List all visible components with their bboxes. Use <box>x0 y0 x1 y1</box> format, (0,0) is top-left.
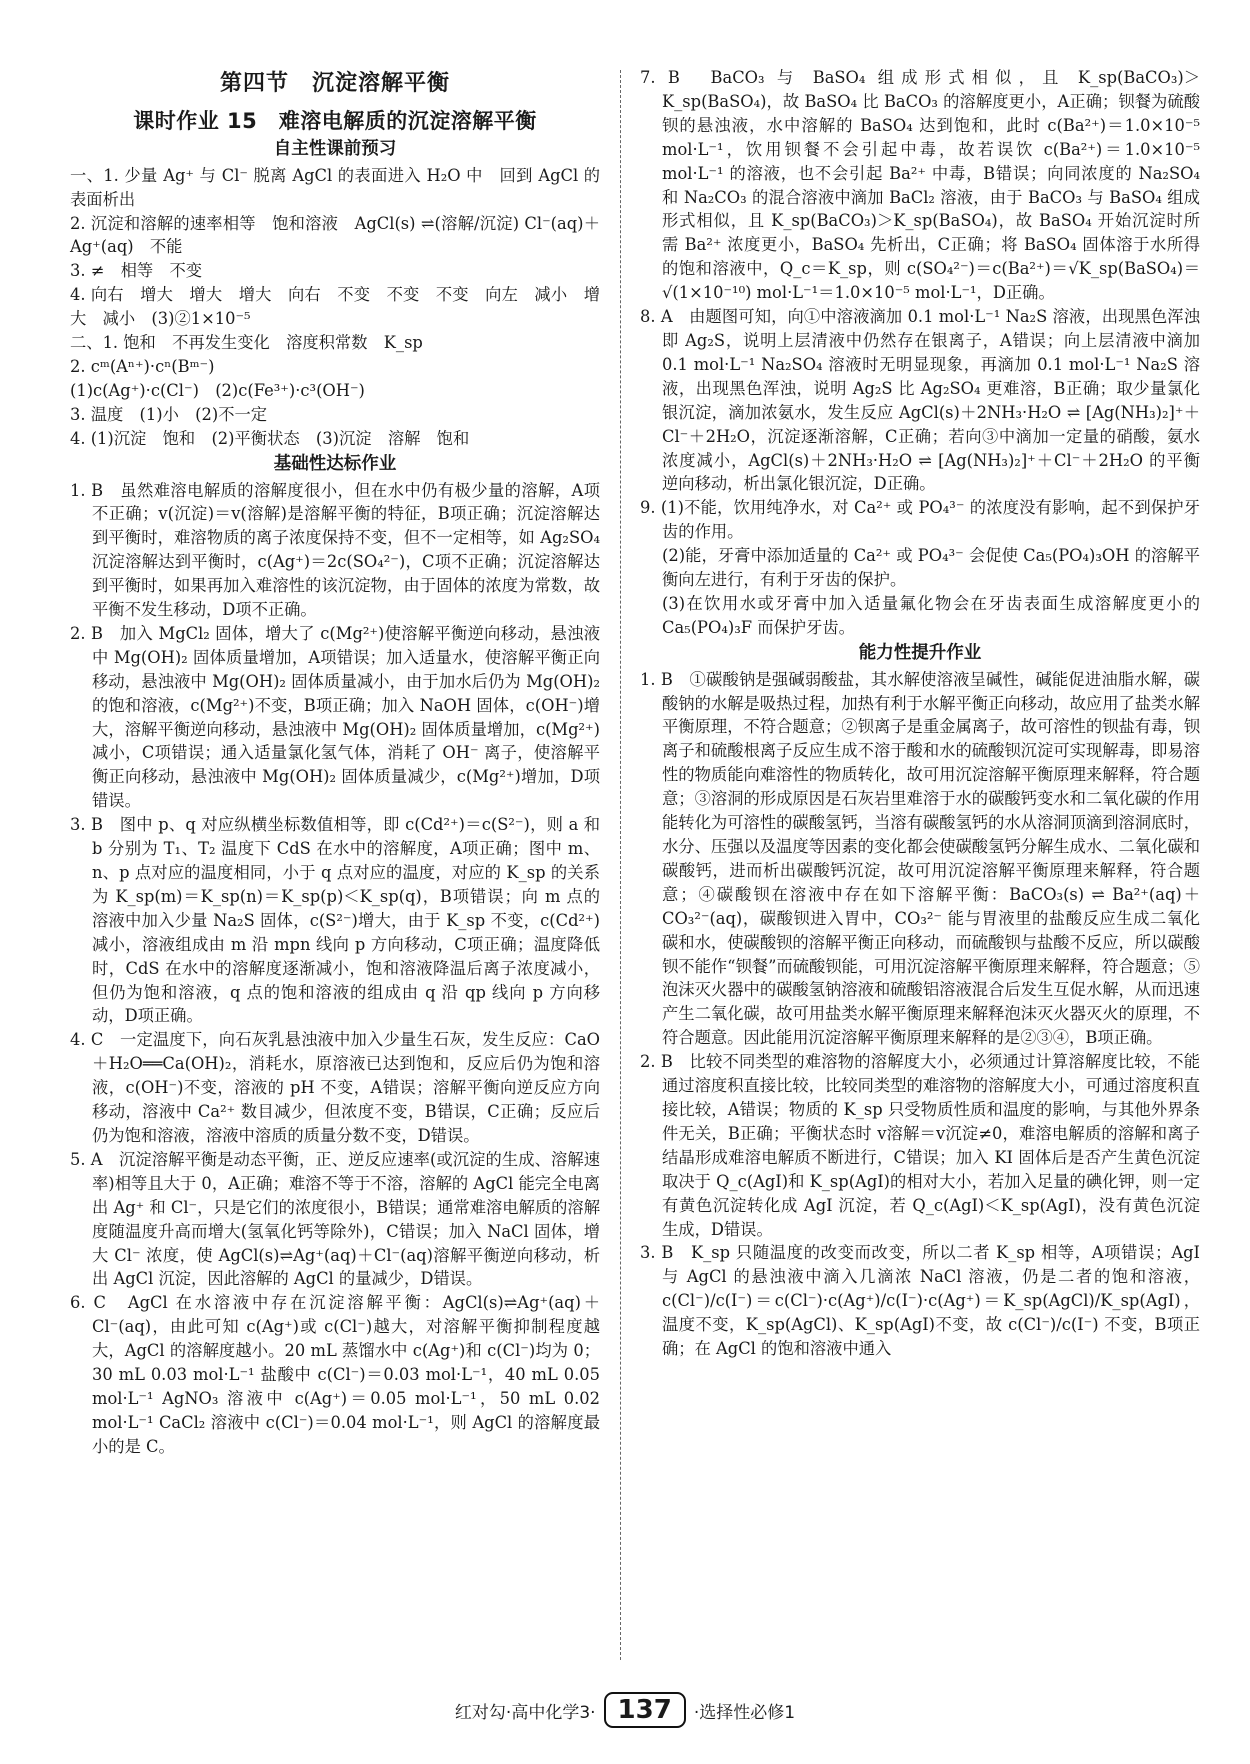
preview-line: 2. 沉淀和溶解的速率相等 饱和溶液 AgCl(s) ⇌(溶解/沉淀) Cl⁻(aq)＋Ag⁺(aq) 不能 <box>70 213 600 257</box>
answer-item: 9. (1)不能，饮用纯净水，对 Ca²⁺ 或 PO₄³⁻ 的浓度没有影响，起不到保护牙齿的作用。 <box>640 498 1200 542</box>
heading-basic: 基础性达标作业 <box>273 453 397 474</box>
answer-item: 8. A 由题图可知，向①中溶液滴加 0.1 mol·L⁻¹ Na₂S 溶液，出现黑色浑浊即 Ag₂S，说明上层清液中仍然存在银离子，A错误；向上层清液中滴加 0.1 mol·L⁻¹ Na₂SO₄ 溶液时无明显现象，再滴加 0.1 mol·L⁻¹ Na₂S 溶液，出现黑色浑浊，说明 Ag₂S 比 Ag₂SO₄ 更难溶，B正确；取少量氯化银沉淀，滴加浓氨水，发生反应 AgCl(s)＋2NH₃·H₂O ⇌ [Ag(NH₃)₂]⁺＋Cl⁻＋2H₂O，沉淀逐渐溶解，C正确；若向③中滴加一定量的硝酸，氨水浓度减小，AgCl(s)＋2NH₃·H₂O ⇌ [Ag(NH₃)₂]⁺＋Cl⁻＋2H₂O 的平衡逆向移动，析出氯化银沉淀，D正确。 <box>640 307 1200 494</box>
preview-line: 3. ≠ 相等 不变 <box>70 261 203 281</box>
answer-subitem: (3)在饮用水或牙膏中加入适量氟化物会在牙齿表面生成溶解度更小的 Ca₅(PO₄)₃F 而保护牙齿。 <box>662 593 1200 637</box>
preview-line: 4. 向右 增大 增大 增大 向右 不变 不变 不变 向左 减小 增大 减小 (3)②1×10⁻⁵ <box>70 285 600 329</box>
answer-item: 4. C 一定温度下，向石灰乳悬浊液中加入少量生石灰，发生反应：CaO＋H₂O══Ca(OH)₂，消耗水，原溶液已达到饱和，反应后仍为饱和溶液，c(OH⁻)不变，溶液的 pH 不变，A错误；溶解平衡向逆反应方向移动，溶液中 Ca²⁺ 数目减少，但浓度不变，B错误，C正确；反应后仍为饱和溶液，溶液中溶质的质量分数不变，D错误。 <box>70 1030 600 1145</box>
column-divider <box>620 70 622 1660</box>
preview-line: 4. (1)沉淀 饱和 (2)平衡状态 (3)沉淀 溶解 饱和 <box>70 428 470 448</box>
preview-line: 3. 温度 (1)小 (2)不一定 <box>70 404 268 424</box>
left-column <box>70 66 600 1459</box>
footer-book-title: 红对勾·高中化学3· <box>454 1702 596 1723</box>
footer-volume: ·选择性必修1 <box>693 1702 796 1723</box>
lesson-title: 课时作业 15 难溶电解质的沉淀溶解平衡 <box>133 108 537 133</box>
answer-item: 2. B 加入 MgCl₂ 固体，增大了 c(Mg²⁺)使溶解平衡逆向移动，悬浊液中 Mg(OH)₂ 固体质量增加，A项错误；加入适量水，使溶解平衡正向移动，悬浊液中 Mg(OH)₂ 固体质量减小，由于加水后仍为 Mg(OH)₂ 的饱和溶液，c(Mg²⁺)不变，B项正确；加入 NaOH 固体，c(OH⁻)增大，溶解平衡逆向移动，悬浊液中 Mg(OH)₂ 固体质量增加，c(Mg²⁺)减小，C项错误；通入适量氯化氢气体，消耗了 OH⁻ 离子，使溶解平衡正向移动，悬浊液中 Mg(OH)₂ 固体质量减少，c(Mg²⁺)增加，D项错误。 <box>70 623 600 811</box>
answer-item: 2. B 比较不同类型的难溶物的溶解度大小，必须通过计算溶解度比较，不能通过溶度积直接比较，比较同类型的难溶物的溶解度大小，可通过溶度积直接比较，A错误；物质的 K_sp 只受物质性质和温度的影响，与其他外界条件无关，B正确；平衡状态时 v溶解＝v沉淀≠0，难溶电解质的溶解和离子结晶形成难溶电解质不断进行，C错误；加入 KI 固体后是否产生黄色沉淀取决于 Q_c(AgI)和 K_sp(AgI)的相对大小，若加入足量的碘化钾，则一定有黄色沉淀转化成 AgI 沉淀，若 Q_c(AgI)＜K_sp(AgI)，没有黄色沉淀生成，D错误。 <box>640 1052 1200 1239</box>
answer-item: 6. C AgCl 在水溶液中存在沉淀溶解平衡：AgCl(s)⇌Ag⁺(aq)＋Cl⁻(aq)，由此可知 c(Ag⁺)或 c(Cl⁻)越大，对溶解平衡抑制程度越大，AgCl 的溶解度越小。20 mL 蒸馏水中 c(Ag⁺)和 c(Cl⁻)均为 0；30 mL 0.03 mol·L⁻¹ 盐酸中 c(Cl⁻)＝0.03 mol·L⁻¹，40 mL 0.05 mol·L⁻¹ AgNO₃ 溶液中 c(Ag⁺)＝0.05 mol·L⁻¹，50 mL 0.02 mol·L⁻¹ CaCl₂ 溶液中 c(Cl⁻)＝0.04 mol·L⁻¹，则 AgCl 的溶解度最小的是 C。 <box>70 1293 600 1456</box>
heading-advanced: 能力性提升作业 <box>858 642 982 663</box>
answer-item: 7. B BaCO₃ 与 BaSO₄ 组成形式相似，且 K_sp(BaCO₃)＞K_sp(BaSO₄)，故 BaSO₄ 比 BaCO₃ 的溶解度更小，A正确；钡餐为硫酸钡的悬浊液，水中溶解的 BaSO₄ 达到饱和，此时 c(Ba²⁺)＝1.0×10⁻⁵ mol·L⁻¹，饮用钡餐不会引起中毒，故若误饮 c(Ba²⁺)＝1.0×10⁻⁵ mol·L⁻¹ 的溶液，也不会引起 Ba²⁺ 中毒，B错误；向同浓度的 Na₂SO₄ 和 Na₂CO₃ 的混合溶液中滴加 BaCl₂ 溶液，由于 BaCO₃ 与 BaSO₄ 组成形式相似，且 K_sp(BaCO₃)＞K_sp(BaSO₄)，故 BaSO₄ 开始沉淀时所需 Ba²⁺ 浓度更小，BaSO₄ 先析出，C正确；将 BaSO₄ 固体溶于水所得的饱和溶液中，Q_c＝K_sp，则 c(SO₄²⁻)＝c(Ba²⁺)＝√K_sp(BaSO₄)＝√(1×10⁻¹⁰) mol·L⁻¹＝1.0×10⁻⁵ mol·L⁻¹，D正确。 <box>640 68 1200 303</box>
answer-item: 5. A 沉淀溶解平衡是动态平衡，正、逆反应速率(或沉淀的生成、溶解速率)相等且大于 0，A正确；难溶不等于不溶，溶解的 AgCl 能完全电离出 Ag⁺ 和 Cl⁻，只是它们的浓度很小，B错误；通常难溶电解质的溶解度随温度升高而增大(氢氧化钙等除外)，C错误；加入 NaCl 固体，增大 Cl⁻ 浓度，使 AgCl(s)⇌Ag⁺(aq)＋Cl⁻(aq)溶解平衡逆向移动，析出 AgCl 沉淀，因此溶解的 AgCl 的量减少，D错误。 <box>70 1149 600 1289</box>
preview-line: 2. cᵐ(Aⁿ⁺)·cⁿ(Bᵐ⁻) <box>70 356 215 376</box>
page-number: 137 <box>604 1692 686 1728</box>
preview-line: 二、1. 饱和 不再发生变化 溶度积常数 K_sp <box>70 333 423 353</box>
preview-line: (1)c(Ag⁺)·c(Cl⁻) (2)c(Fe³⁺)·c³(OH⁻) <box>70 380 365 400</box>
answer-item: 1. B ①碳酸钠是强碱弱酸盐，其水解使溶液呈碱性，碱能促进油脂水解，碳酸钠的水解是吸热过程，加热有利于水解平衡正向移动，故应用了盐类水解平衡原理，不符合题意；②钡离子是重金属离子，故可溶性的钡盐有毒，钡离子和硫酸根离子反应生成不溶于酸和水的硫酸钡沉淀可实现解毒，即易溶性的物质能向难溶性的物质转化，故可用沉淀溶解平衡原理来解释，符合题意；③溶洞的形成原因是石灰岩里难溶于水的碳酸钙变水和二氧化碳的作用能转化为可溶性的碳酸氢钙，当溶有碳酸氢钙的水从溶洞顶滴到溶洞底时，水分、压强以及温度等因素的变化都会使碳酸氢钙分解生成水、二氧化碳和碳酸钙，进而析出碳酸钙沉淀，故可用沉淀溶解平衡原理来解释，符合题意；④碳酸钡在溶液中存在如下溶解平衡：BaCO₃(s) ⇌ Ba²⁺(aq)＋CO₃²⁻(aq)，碳酸钡进入胃中，CO₃²⁻ 能与胃液里的盐酸反应生成二氧化碳和水，使碳酸钡的溶解平衡正向移动，而硫酸钡与盐酸不反应，所以碳酸钡不能作“钡餐”而硫酸钡能，可用沉淀溶解平衡原理来解释，符合题意；⑤泡沫灭火器中的碳酸氢钠溶液和硫酸铝溶液混合后发生互促水解，从而迅速产生二氧化碳，故可用盐类水解平衡原理来解释泡沫灭火器灭火的原理，不符合题意。因此能用沉淀溶解平衡原理来解释的是②③④，B项正确。 <box>640 669 1200 1048</box>
answer-item: 3. B K_sp 只随温度的改变而改变，所以二者 K_sp 相等，A项错误；AgI 与 AgCl 的悬浊液中滴入几滴浓 NaCl 溶液，仍是二者的饱和溶液，c(Cl⁻)/c(I⁻)＝c(Cl⁻)·c(Ag⁺)/c(I⁻)·c(Ag⁺)＝K_sp(AgCl)/K_sp(AgI)，温度不变，K_sp(AgCl)、K_sp(AgI)不变，故 c(Cl⁻)/c(I⁻) 不变，B项正确；在 AgCl 的饱和溶液中通入 <box>640 1243 1200 1359</box>
preview-line: 一、1. 少量 Ag⁺ 与 Cl⁻ 脱离 AgCl 的表面进入 H₂O 中 回到 AgCl 的表面析出 <box>70 165 600 209</box>
heading-preview: 自主性课前预习 <box>273 138 397 159</box>
answer-subitem: (2)能，牙膏中添加适量的 Ca²⁺ 或 PO₄³⁻ 会促使 Ca₅(PO₄)₃OH 的溶解平衡向左进行，有利于牙齿的保护。 <box>662 546 1200 590</box>
section-title: 第四节 沉淀溶解平衡 <box>219 71 450 96</box>
right-column <box>640 66 1200 1361</box>
answer-item: 1. B 虽然难溶电解质的溶解度很小，但在水中仍有极少量的溶解，A项不正确；v(沉淀)＝v(溶解)是溶解平衡的特征，B项正确；沉淀溶解达到平衡时，难溶物质的离子浓度保持不变，但不一定相等，如 Ag₂SO₄ 沉淀溶解达到平衡时，c(Ag⁺)＝2c(SO₄²⁻)，C项不正确；沉淀溶解达到平衡时，如果再加入难溶性的该沉淀物，由于固体的浓度为常数，故平衡不发生移动，D项不正确。 <box>70 480 600 620</box>
answer-item: 3. B 图中 p、q 对应纵横坐标数值相等，即 c(Cd²⁺)＝c(S²⁻)，则 a 和 b 分别为 T₁、T₂ 温度下 CdS 在水中的溶解度，A项正确；图中 m、n、p 点对应的温度相同，小于 q 点对应的温度，对应的 K_sp 的关系为 K_sp(m)＝K_sp(n)＝K_sp(p)＜K_sp(q)，B项错误；向 m 点的溶液中加入少量 Na₂S 固体，c(S²⁻)增大，由于 K_sp 不变，c(Cd²⁺)减小，溶液组成由 m 沿 mpn 线向 p 方向移动，C项正确；温度降低时，CdS 在水中的溶解度逐渐减小，饱和溶液降温后离子浓度减小，但仍为饱和溶液，q 点的饱和溶液的组成由 q 沿 qp 线向 p 方向移动，D项正确。 <box>70 815 600 1026</box>
page-footer <box>0 1690 1250 1730</box>
